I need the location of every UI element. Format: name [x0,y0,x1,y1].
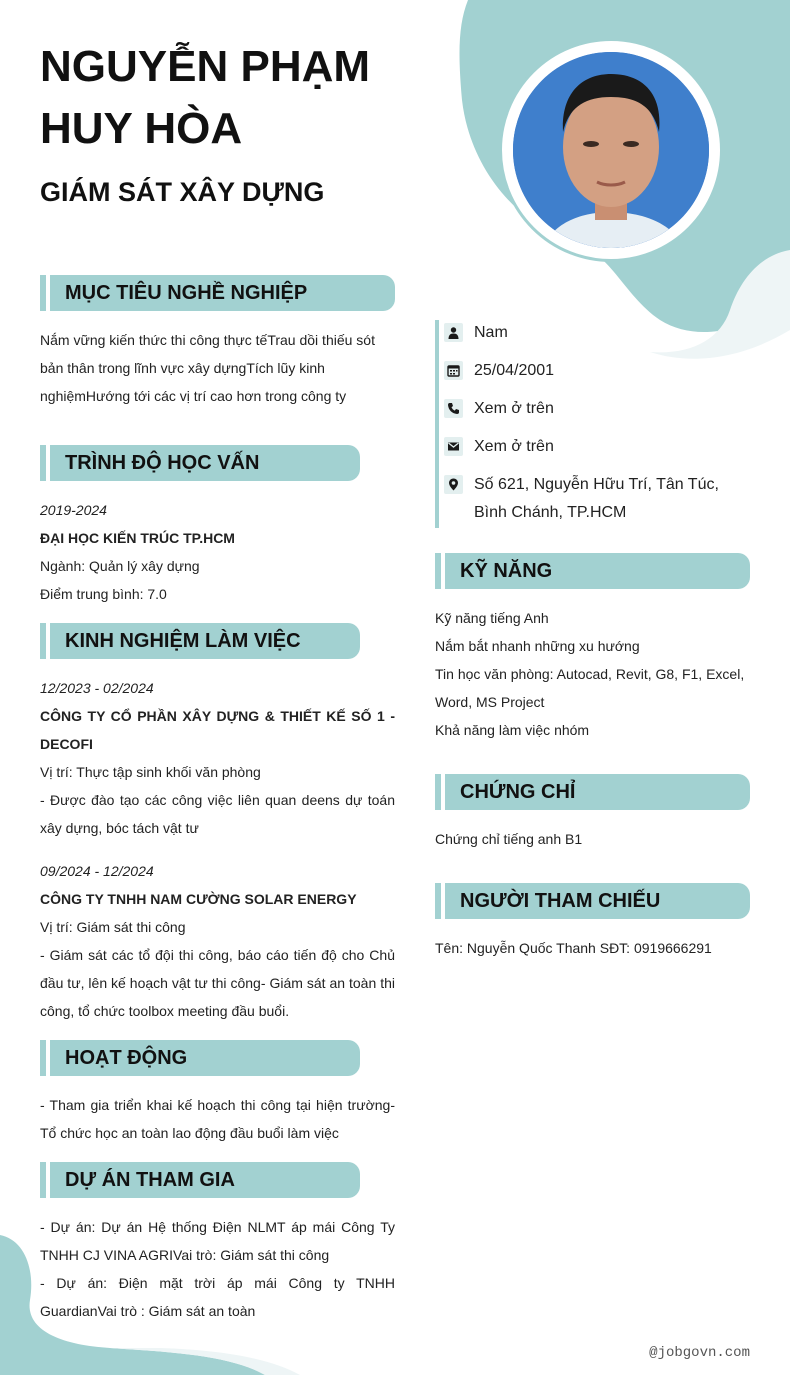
skills-heading [435,553,750,589]
info-address [444,471,754,527]
reference-item: Tên: Nguyễn Quốc Thanh SĐT: 0919666291 [435,940,712,956]
phone-icon [444,399,463,418]
projects-heading [40,1162,360,1198]
objective-heading-label: MỤC TIÊU NGHỀ NGHIỆP [65,282,308,304]
birthday-value: 25/04/2001 [474,362,555,379]
info-accent-bar [435,320,439,528]
avatar-frame [499,38,723,262]
activities-text: - Tham gia triển khai kế hoạch thi công tại hiện trường- Tổ chức học an toàn lao động đầu buổi làm việc [40,1097,395,1141]
skill-item: Nắm bắt nhanh những xu hướng [435,638,640,654]
projects-heading-label: DỰ ÁN THAM GIA [65,1169,235,1191]
experience-heading [40,623,360,659]
info-gender [444,319,508,347]
education-heading-label: TRÌNH ĐỘ HỌC VẤN [65,452,260,474]
calendar-icon [444,361,463,380]
experience-heading-label: KINH NGHIỆM LÀM VIỆC [65,630,301,652]
education-gpa: Điểm trung bình: 7.0 [40,586,167,602]
job-company: CÔNG TY CỔ PHẦN XÂY DỰNG & THIẾT KẾ SỐ 1 - DECOFI [40,708,395,752]
job-company: CÔNG TY TNHH NAM CƯỜNG SOLAR ENERGY [40,891,357,907]
candidate-name: NGUYỄN PHẠM HUY HÒA [40,42,371,153]
address-value: Số 621, Nguyễn Hữu Trí, Tân Túc, Bình Chánh, TP.HCM [474,476,719,521]
info-birthday [444,357,554,385]
job-title: GIÁM SÁT XÂY DỰNG [40,177,325,207]
avatar [513,52,709,248]
email-value: Xem ở trên [474,438,554,455]
job-position: Vị trí: Thực tập sinh khối văn phòng [40,764,261,780]
certificates-heading-label: CHỨNG CHỈ [460,781,576,803]
education-major: Ngành: Quản lý xây dựng [40,558,200,574]
skill-item: Tin học văn phòng: Autocad, Revit, G8, F1, Excel, Word, MS Project [435,666,745,710]
job-period: 09/2024 - 12/2024 [40,863,154,879]
skill-item: Kỹ năng tiếng Anh [435,610,549,626]
objective-text: Nắm vững kiến thức thi công thực tếTrau dồi thiếu sót bản thân trong lĩnh vực xây dựngTích lũy kinh nghiệmHướng tới các vị trí cao hơn trong công ty [40,332,375,404]
skills-heading-label: KỸ NĂNG [460,560,553,582]
person-icon [444,323,463,342]
project-item: - Dự án: Điện mặt trời áp mái Công ty TNHH GuardianVai trò : Giám sát an toàn [40,1275,395,1319]
skill-item: Khả năng làm việc nhóm [435,722,590,738]
objective-heading [40,275,395,311]
certificate-item: Chứng chỉ tiếng anh B1 [435,831,583,847]
phone-value: Xem ở trên [474,400,554,417]
education-heading [40,445,360,481]
activities-heading-label: HOẠT ĐỘNG [65,1047,188,1069]
certificates-heading [435,774,750,810]
activities-heading [40,1040,360,1076]
education-school: ĐẠI HỌC KIẾN TRÚC TP.HCM [40,530,235,546]
email-icon [444,437,463,456]
info-phone [444,395,554,423]
project-item: - Dự án: Dự án Hệ thống Điện NLMT áp mái Công Ty TNHH CJ VINA AGRIVai trò: Giám sát thi công [40,1219,395,1263]
watermark: @jobgovn.com [649,1345,750,1361]
job-position: Vị trí: Giám sát thi công [40,919,186,935]
education-period: 2019-2024 [40,502,107,518]
location-icon [444,475,463,494]
gender-value: Nam [474,324,508,341]
job-description: - Được đào tạo các công việc liên quan deens dự toán xây dựng, bóc tách vật tư [40,792,395,836]
references-heading [435,883,750,919]
info-email [444,433,554,461]
job-description: - Giám sát các tổ đội thi công, báo cáo tiến độ cho Chủ đầu tư, lên kế hoạch vật tư thi công- Giám sát an toàn thi công, tổ chức toolbox meeting đầu buổi. [40,947,395,1019]
references-heading-label: NGƯỜI THAM CHIẾU [460,890,661,912]
job-period: 12/2023 - 02/2024 [40,680,154,696]
